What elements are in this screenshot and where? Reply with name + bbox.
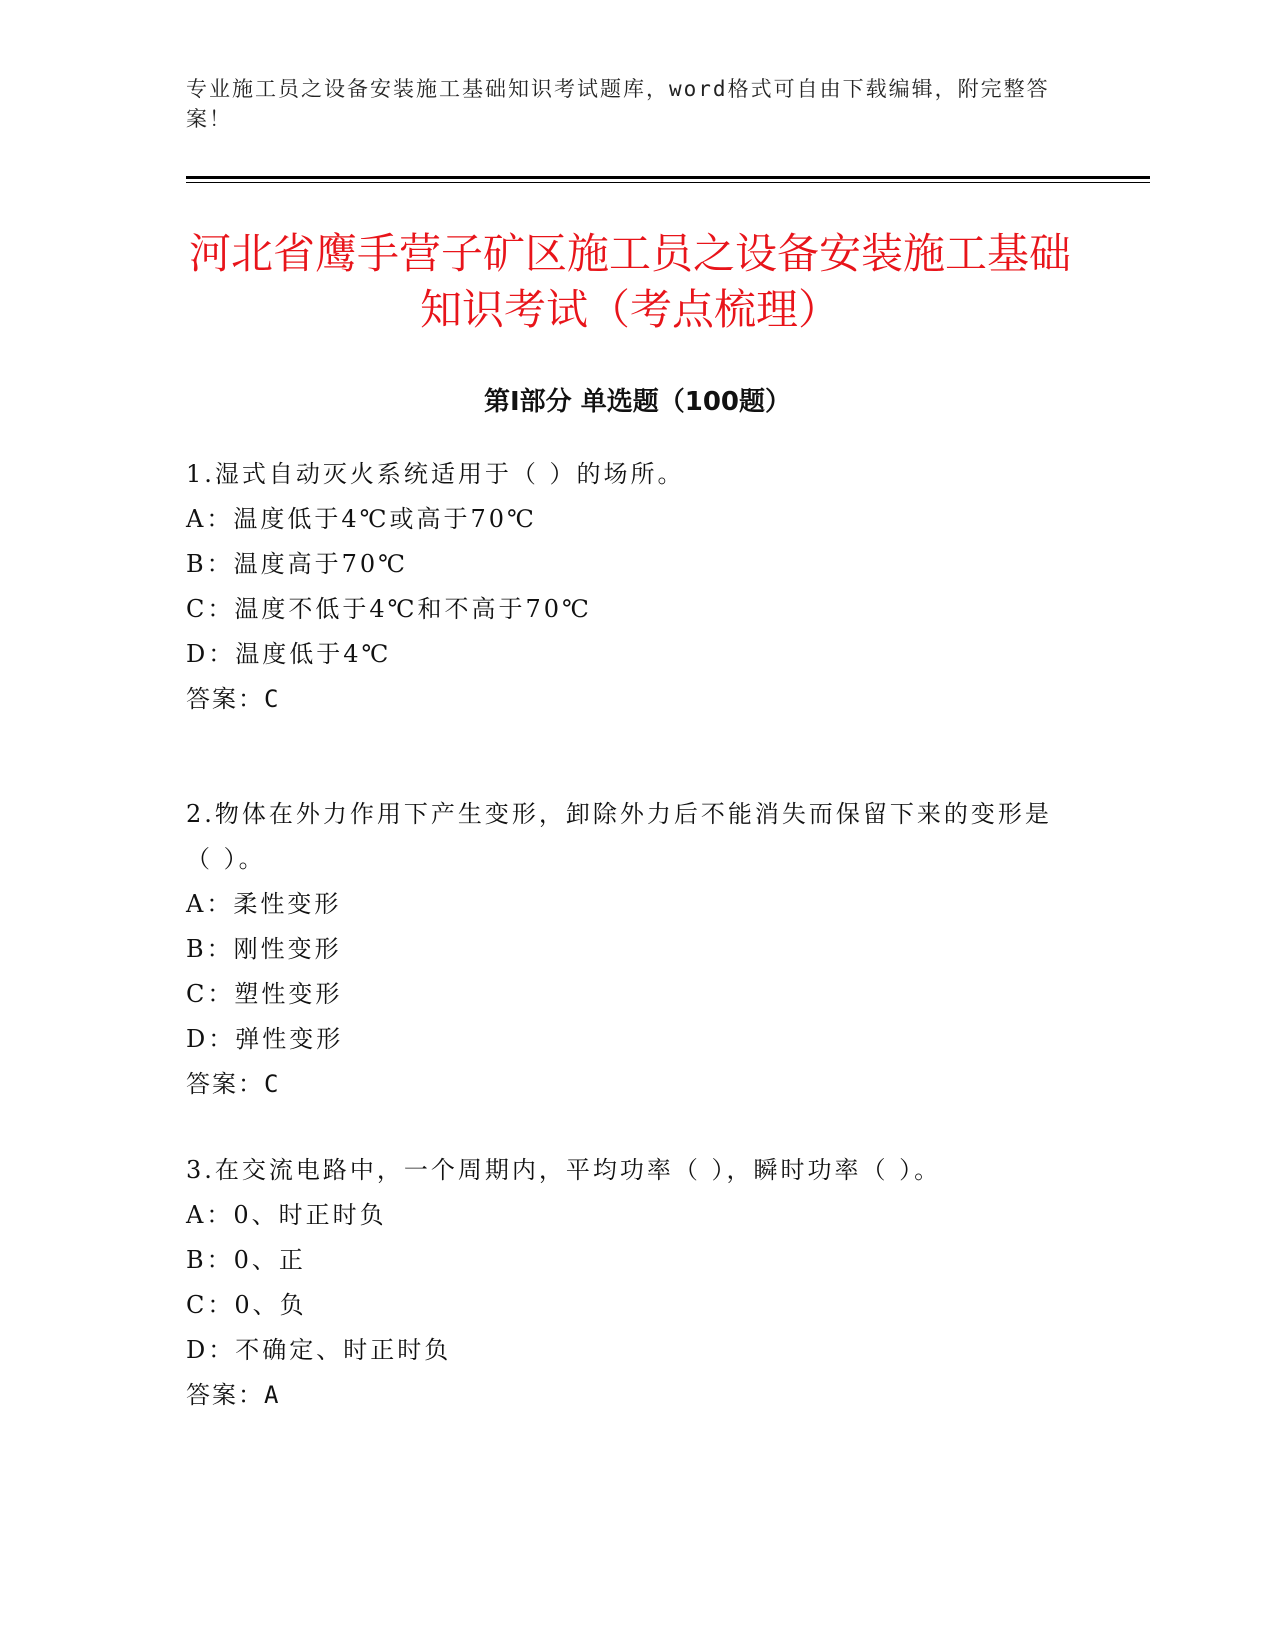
question-stem: 1.湿式自动灭火系统适用于（ ）的场所。 (186, 460, 685, 488)
question-1 (186, 452, 1066, 722)
option-a: A：0、时正时负 (186, 1201, 387, 1229)
option-d: D：弹性变形 (186, 1025, 344, 1053)
option-b: B：温度高于70℃ (186, 550, 409, 578)
option-c: C：温度不低于4℃和不高于70℃ (186, 595, 592, 623)
option-a: A：柔性变形 (186, 890, 342, 918)
question-stem: 2.物体在外力作用下产生变形，卸除外力后不能消失而保留下来的变形是（ ）。 (186, 800, 1052, 873)
answer-line: 答案：C (186, 685, 281, 713)
section-heading: 第Ⅰ部分 单选题（100题） (484, 387, 791, 417)
option-b: B：刚性变形 (186, 935, 342, 963)
option-d: D：温度低于4℃ (186, 640, 392, 668)
question-stem: 3.在交流电路中，一个周期内，平均功率（ ），瞬时功率（ ）。 (186, 1156, 942, 1184)
answer-line: 答案：A (186, 1381, 281, 1409)
header-rule-thick (186, 176, 1150, 179)
option-a: A：温度低于4℃或高于70℃ (186, 505, 537, 533)
option-c: C：0、负 (186, 1291, 307, 1319)
option-d: D：不确定、时正时负 (186, 1336, 452, 1364)
question-3 (186, 1148, 1066, 1418)
option-b: B：0、正 (186, 1246, 306, 1274)
document-title: 河北省鹰手营子矿区施工员之设备安装施工基础知识考试（考点梳理） (188, 229, 1071, 334)
header-rule-thin (186, 182, 1150, 183)
question-2 (186, 792, 1066, 1107)
answer-line: 答案：C (186, 1070, 281, 1098)
document-header-note: 专业施工员之设备安装施工基础知识考试题库，word格式可自由下载编辑，附完整答案！ (186, 77, 1050, 131)
option-c: C：塑性变形 (186, 980, 343, 1008)
